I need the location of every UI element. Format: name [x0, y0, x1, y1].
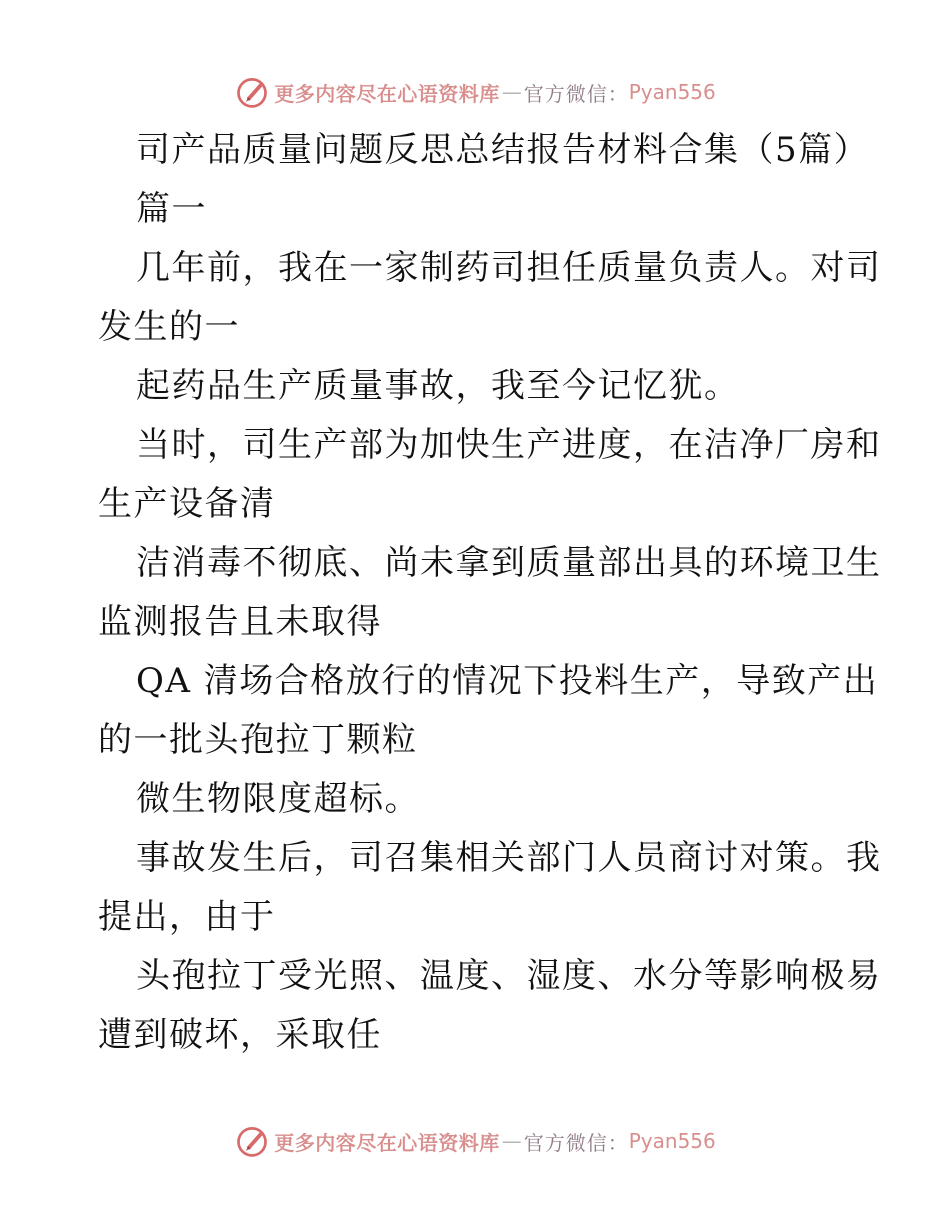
text-line: 司产品质量问题反思总结报告材料合集（5篇） — [136, 130, 870, 170]
banner-official-label: 官方微信： — [523, 1130, 629, 1155]
quill-logo-icon — [234, 1123, 270, 1159]
text-line: 头孢拉丁受光照、温度、湿度、水分等影响极易 — [136, 956, 882, 996]
text-line: 几年前，我在一家制药司担任质量负责人。对司 — [136, 248, 882, 288]
text-line: 微生物限度超标。 — [136, 779, 420, 819]
banner-dash: — — [501, 80, 522, 104]
banner-wechat-id: Pyan556 — [628, 80, 716, 104]
text-line: 的一批头孢拉丁颗粒 — [98, 720, 418, 760]
text-line: 监测报告且未取得 — [98, 602, 382, 642]
text-line: 遭到破坏，采取任 — [98, 1015, 382, 1055]
text-line: 起药品生产质量事故，我至今记忆犹。 — [136, 366, 740, 406]
text-line: 提出，由于 — [98, 897, 276, 937]
text-line: QA 清场合格放行的情况下投料生产，导致产出 — [136, 661, 879, 701]
quill-logo-icon — [234, 74, 270, 110]
document-body — [98, 121, 882, 1065]
banner-site-text: 更多内容尽在心语资料库 — [274, 1130, 500, 1155]
text-line: 事故发生后，司召集相关部门人员商讨对策。我 — [136, 838, 882, 878]
text-line: 发生的一 — [98, 307, 240, 347]
text-line: 生产设备清 — [98, 484, 276, 524]
banner-dash: — — [501, 1129, 522, 1153]
text-line: 当时，司生产部为加快生产进度，在洁净厂房和 — [136, 425, 882, 465]
banner-wechat-id: Pyan556 — [628, 1129, 716, 1153]
banner-official-label: 官方微信： — [523, 81, 629, 106]
text-line: 洁消毒不彻底、尚未拿到质量部出具的环境卫生 — [136, 543, 882, 583]
footer-watermark-banner — [0, 1121, 950, 1161]
text-line: 篇一 — [136, 189, 207, 229]
banner-site-text: 更多内容尽在心语资料库 — [274, 81, 500, 106]
header-watermark-banner — [0, 72, 950, 112]
